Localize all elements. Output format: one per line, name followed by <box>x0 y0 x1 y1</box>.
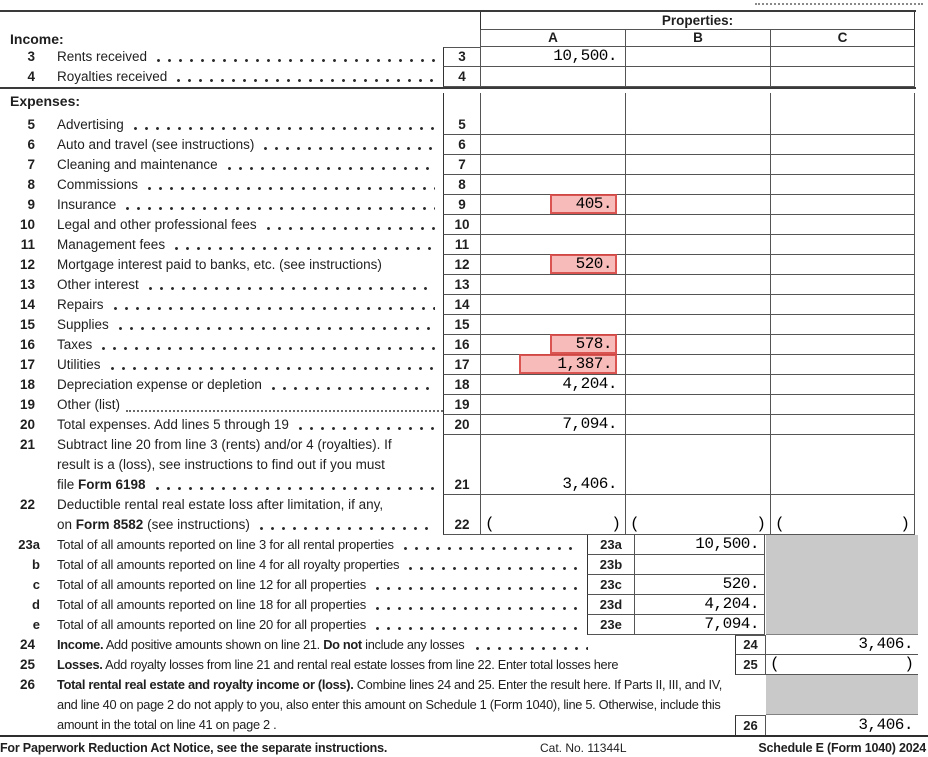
field-10-a[interactable] <box>480 215 625 235</box>
field-17-a[interactable] <box>480 355 625 375</box>
line-number: b <box>32 557 40 572</box>
dot-leader <box>404 547 579 551</box>
line-number: 22 <box>19 497 35 512</box>
line-box-8: 8 <box>443 175 480 195</box>
form-row-11 <box>0 235 928 255</box>
field-6-a[interactable] <box>480 135 625 155</box>
form-row-13 <box>0 275 928 295</box>
line-label: Rents received <box>57 49 148 64</box>
line-label: on Form 8582 (see instructions) <box>57 517 250 532</box>
line-number: 5 <box>27 117 35 132</box>
field-15-b[interactable] <box>625 315 770 335</box>
line-box-17: 17 <box>443 355 480 375</box>
field-12-a[interactable] <box>480 255 625 275</box>
line-number: 26 <box>19 677 35 692</box>
form-row-22 <box>0 495 928 535</box>
totals-23-block <box>0 535 928 635</box>
field-16-a[interactable] <box>480 335 625 355</box>
line-label: Depreciation expense or depletion <box>57 377 262 392</box>
field-13-a[interactable] <box>480 275 625 295</box>
line-label: Insurance <box>57 197 117 212</box>
form-row-17 <box>0 355 928 375</box>
field-11-a[interactable] <box>480 235 625 255</box>
line-number: 11 <box>20 237 35 252</box>
form-row-14 <box>0 295 928 315</box>
field-26[interactable]: 3,406. <box>765 715 918 735</box>
line-number: d <box>32 597 40 612</box>
field-9-b[interactable] <box>625 195 770 215</box>
field-24[interactable]: 3,406. <box>765 635 918 655</box>
expenses-section-header: Expenses: <box>10 93 81 109</box>
line-label: Cleaning and maintenance <box>57 157 218 172</box>
field-4-b[interactable] <box>625 67 770 87</box>
line-number: 16 <box>19 337 35 352</box>
line-label: Losses. Add royalty losses from line 21 and rental real estate losses from line 22. Enter total losses here <box>57 657 619 672</box>
field-15-a[interactable] <box>480 315 625 335</box>
dot-leader <box>148 187 435 191</box>
field-8-b[interactable] <box>625 175 770 195</box>
dot-leader <box>157 59 435 63</box>
field-9-a[interactable] <box>480 195 625 215</box>
shaded-area-23 <box>766 535 918 635</box>
field-10-b[interactable] <box>625 215 770 235</box>
line-number: 17 <box>19 357 35 372</box>
line-number: 3 <box>27 49 35 64</box>
line-box-7: 7 <box>443 155 480 175</box>
line-box-6: 6 <box>443 135 480 155</box>
open-paren: ( <box>485 515 495 533</box>
form-row-8 <box>0 175 928 195</box>
dot-leader <box>264 147 435 151</box>
field-11-b[interactable] <box>625 235 770 255</box>
field-21-c[interactable] <box>770 435 915 495</box>
form-row-21 <box>0 435 928 495</box>
field-18-c[interactable] <box>770 375 915 395</box>
line-box-19: 19 <box>443 395 480 415</box>
field-20-a[interactable]: 7,094. <box>480 415 625 435</box>
line-box-22: 22 <box>443 495 480 535</box>
open-paren: ( <box>630 515 640 533</box>
form-row-7 <box>0 155 928 175</box>
field-5-a[interactable] <box>480 115 625 135</box>
line-label: Total of all amounts reported on line 3 for all rental properties <box>57 537 394 552</box>
field-18-a[interactable]: 4,204. <box>480 375 625 395</box>
line-label: Other (list) <box>57 397 121 412</box>
field-9-c[interactable] <box>770 195 915 215</box>
line-label: Total of all amounts reported on line 18 for all properties <box>57 597 367 612</box>
dot-leader <box>272 387 435 391</box>
field-17-b[interactable] <box>625 355 770 375</box>
field-7-b[interactable] <box>625 155 770 175</box>
field-5-b[interactable] <box>625 115 770 135</box>
field-15-c[interactable] <box>770 315 915 335</box>
dot-leader <box>149 287 435 291</box>
line-label: Management fees <box>57 237 166 252</box>
properties-header-row <box>0 12 928 30</box>
line-box-14: 14 <box>443 295 480 315</box>
field-20-c[interactable] <box>770 415 915 435</box>
field-3-c[interactable] <box>770 47 915 67</box>
line-label: Auto and travel (see instructions) <box>57 137 255 152</box>
dot-leader <box>175 247 435 251</box>
line-box-23c: 23c <box>587 575 635 595</box>
line-box-10: 10 <box>443 215 480 235</box>
line-box-9: 9 <box>443 195 480 215</box>
dot-leader <box>260 527 435 531</box>
field-23e[interactable]: 7,094. <box>635 615 765 635</box>
line-box-25: 25 <box>735 655 765 675</box>
column-header-a: A <box>480 30 625 47</box>
close-paren: ) <box>904 655 914 673</box>
dot-leader <box>376 607 579 611</box>
field-19-b[interactable] <box>625 395 770 415</box>
field-13-b[interactable] <box>625 275 770 295</box>
field-17-c[interactable] <box>770 355 915 375</box>
field-14-c[interactable] <box>770 295 915 315</box>
line-label: Mortgage interest paid to banks, etc. (see instructions) <box>57 257 382 272</box>
line-number: 8 <box>27 177 35 192</box>
line-number: 14 <box>19 297 35 312</box>
field-16-b[interactable] <box>625 335 770 355</box>
close-paren: ) <box>611 515 621 533</box>
line-label: Total expenses. Add lines 5 through 19 <box>57 417 289 432</box>
field-21-a[interactable]: 3,406. <box>480 435 625 495</box>
field-14-b[interactable] <box>625 295 770 315</box>
page-footer <box>0 737 928 755</box>
line-label: Income. Add positive amounts shown on line 21. Do not include any losses <box>57 637 465 652</box>
line-label: Royalties received <box>57 69 168 84</box>
field-6-b[interactable] <box>625 135 770 155</box>
line-label: Total rental real estate and royalty income or (loss). Combine lines 24 and 25. Enter the result here. If Parts II, III, and IV, and line 40 on page 2 do not apply to you, also enter this amount on Schedule 1 (Form 1040), line 5. Otherwise, include this amount in the total on line 41 on page 2 . <box>57 677 723 732</box>
line-number: 6 <box>27 137 35 152</box>
line-number: 10 <box>19 217 35 232</box>
field-23c[interactable]: 520. <box>635 575 765 595</box>
form-edition-label: Schedule E (Form 1040) 2024 <box>758 741 926 755</box>
line-label: Commissions <box>57 177 139 192</box>
dot-leader <box>156 487 435 491</box>
line-box-23b: 23b <box>587 555 635 575</box>
field-4-c[interactable] <box>770 67 915 87</box>
field-22-c[interactable] <box>770 495 915 535</box>
field-12-c[interactable] <box>770 255 915 275</box>
line-label: Advertising <box>57 117 124 132</box>
top-dotted-fill-line <box>755 3 923 5</box>
field-8-c[interactable] <box>770 175 915 195</box>
line-number: 18 <box>19 377 35 392</box>
dot-leader <box>114 307 435 311</box>
field-25[interactable] <box>765 655 918 675</box>
line-number: 15 <box>19 317 35 332</box>
line-box-20: 20 <box>443 415 480 435</box>
form-row-15 <box>0 315 928 335</box>
field-19-c[interactable] <box>770 395 915 415</box>
column-header-c: C <box>770 30 915 47</box>
form-row-19 <box>0 395 928 415</box>
line-box-23e: 23e <box>587 615 635 635</box>
line-number: 20 <box>19 417 35 432</box>
form-row-9 <box>0 195 928 215</box>
form-row-4 <box>0 67 928 87</box>
column-header-b: B <box>625 30 770 47</box>
form-row-18 <box>0 375 928 395</box>
line-box-16: 16 <box>443 335 480 355</box>
line-number: 12 <box>19 257 35 272</box>
field-16-c[interactable] <box>770 335 915 355</box>
paperwork-notice: For Paperwork Reduction Act Notice, see the separate instructions. <box>0 741 388 755</box>
line-label: Utilities <box>57 357 101 372</box>
close-paren: ) <box>900 515 910 533</box>
line-label: file Form 6198 <box>57 477 146 492</box>
line-number: 7 <box>27 157 35 172</box>
line-number: 24 <box>19 637 35 652</box>
field-7-c[interactable] <box>770 155 915 175</box>
close-paren: ) <box>756 515 766 533</box>
line-number: 13 <box>19 277 35 292</box>
column-header-row <box>0 30 928 47</box>
field-23a[interactable]: 10,500. <box>635 535 765 555</box>
expenses-section-row <box>0 89 928 115</box>
line-box-3: 3 <box>443 47 480 67</box>
line-box-23d: 23d <box>587 595 635 615</box>
highlighted-value: 1,387. <box>519 354 617 374</box>
open-paren: ( <box>775 515 785 533</box>
dot-leader <box>376 587 579 591</box>
line-number: c <box>32 577 40 592</box>
highlighted-value: 520. <box>550 254 617 274</box>
line-label: Total of all amounts reported on line 20 for all properties <box>57 617 367 632</box>
form-row-16 <box>0 335 928 355</box>
field-5-c[interactable] <box>770 115 915 135</box>
dot-leader <box>126 207 435 211</box>
field-3-a[interactable]: 10,500. <box>480 47 625 67</box>
line-number: e <box>32 617 40 632</box>
field-3-b[interactable] <box>625 47 770 67</box>
line-label: Repairs <box>57 297 104 312</box>
dot-leader <box>376 627 579 631</box>
field-6-c[interactable] <box>770 135 915 155</box>
catalog-number: Cat. No. 11344L <box>540 741 627 755</box>
form-row-25 <box>0 655 928 675</box>
line-label: Deductible rental real estate loss after limitation, if any, <box>57 497 384 512</box>
line-number: 19 <box>19 397 35 412</box>
highlighted-value: 578. <box>550 334 617 354</box>
field-23b[interactable] <box>635 555 765 575</box>
form-row-24 <box>0 635 928 655</box>
page-top-remnant <box>0 0 928 10</box>
form-row-12 <box>0 255 928 275</box>
field-22-a[interactable] <box>480 495 625 535</box>
line-box-5: 5 <box>443 115 480 135</box>
line-label: Subtract line 20 from line 3 (rents) and/or 4 (royalties). If <box>57 437 392 452</box>
line-box-11: 11 <box>443 235 480 255</box>
dot-leader <box>102 347 435 351</box>
line-box-23a: 23a <box>587 535 635 555</box>
field-4-a[interactable] <box>480 67 625 87</box>
line-box-spacer <box>443 93 480 115</box>
line-label: Supplies <box>57 317 109 332</box>
other-list-fill-line[interactable] <box>126 410 443 412</box>
line-box-26: 26 <box>735 715 765 735</box>
field-10-c[interactable] <box>770 215 915 235</box>
form-row-26 <box>0 675 928 735</box>
properties-label: Properties: <box>661 13 734 28</box>
form-row-20 <box>0 415 928 435</box>
field-13-c[interactable] <box>770 275 915 295</box>
shaded-area-26 <box>766 675 918 715</box>
field-21-b[interactable] <box>625 435 770 495</box>
line-box-4: 4 <box>443 67 480 87</box>
line-box-12: 12 <box>443 255 480 275</box>
line-label: Other interest <box>57 277 139 292</box>
field-18-b[interactable] <box>625 375 770 395</box>
line-label: result is a (loss), see instructions to find out if you must <box>57 457 385 472</box>
open-paren: ( <box>770 655 780 673</box>
field-11-c[interactable] <box>770 235 915 255</box>
form-row-6 <box>0 135 928 155</box>
line-box-24: 24 <box>735 635 765 655</box>
dot-leader <box>409 567 579 571</box>
highlighted-value: 405. <box>550 194 617 214</box>
line-box-18: 18 <box>443 375 480 395</box>
form-row-5 <box>0 115 928 135</box>
field-14-a[interactable] <box>480 295 625 315</box>
line-number: 25 <box>19 657 35 672</box>
line-label: Legal and other professional fees <box>57 217 257 232</box>
line-box-13: 13 <box>443 275 480 295</box>
field-20-b[interactable] <box>625 415 770 435</box>
line-number: 21 <box>19 437 35 452</box>
dot-leader <box>134 127 435 131</box>
dot-leader <box>476 647 588 651</box>
line-label: Total of all amounts reported on line 12 for all properties <box>57 577 367 592</box>
line-number: 23a <box>18 537 40 552</box>
dot-leader <box>177 79 435 83</box>
line-number: 9 <box>27 197 35 212</box>
field-8-a[interactable] <box>480 175 625 195</box>
income-section-header: Income: <box>10 31 64 47</box>
line-box-21: 21 <box>443 435 480 495</box>
dot-leader <box>119 327 435 331</box>
form-row-10 <box>0 215 928 235</box>
dot-leader <box>267 227 435 231</box>
dot-leader <box>111 367 435 371</box>
form-row-3 <box>0 47 928 67</box>
field-12-b[interactable] <box>625 255 770 275</box>
properties-header <box>480 12 915 30</box>
field-7-a[interactable] <box>480 155 625 175</box>
field-23d[interactable]: 4,204. <box>635 595 765 615</box>
field-19-a[interactable] <box>480 395 625 415</box>
line-label: Taxes <box>57 337 93 352</box>
line-label: Total of all amounts reported on line 4 for all royalty properties <box>57 557 400 572</box>
field-22-b[interactable] <box>625 495 770 535</box>
dot-leader <box>228 167 435 171</box>
line-number: 4 <box>27 69 35 84</box>
line-box-15: 15 <box>443 315 480 335</box>
dot-leader <box>299 427 435 431</box>
